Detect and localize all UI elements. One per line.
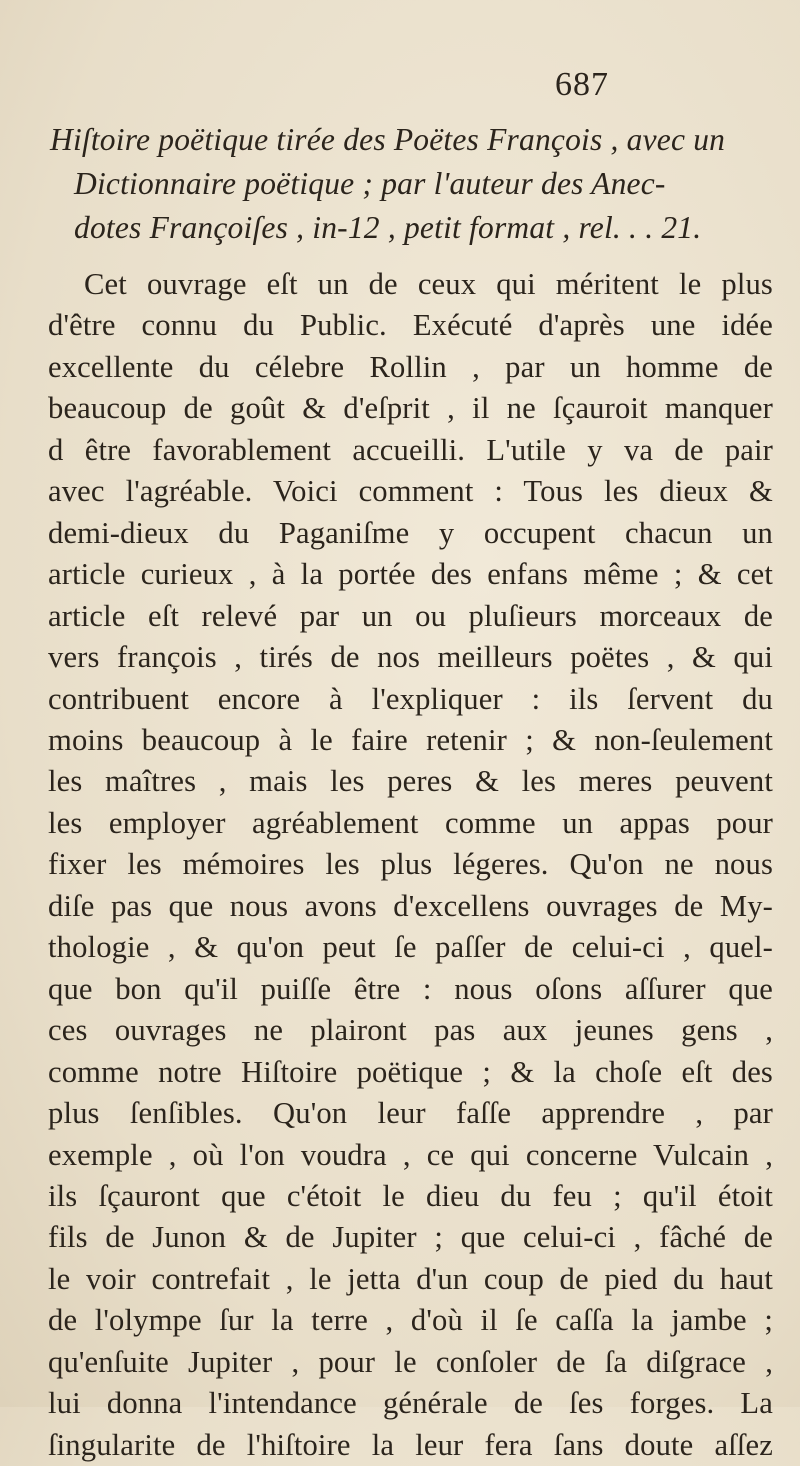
entry-line: Hiſtoire poëtique tirée des Poëtes François , avec un	[50, 122, 726, 157]
text-line: ſingularite de l'hiſtoire la leur fera ſans doute aſſez	[48, 1427, 773, 1462]
text-line: qu'enſuite Jupiter , pour le conſoler de ſa diſgrace ,	[48, 1344, 773, 1379]
text-line: diſe pas que nous avons d'excellens ouvrages de My-	[48, 888, 773, 923]
text-line: excellente du célebre Rollin , par un homme de	[48, 349, 773, 384]
text-line: moins beaucoup à le faire retenir ; & non-ſeulement	[48, 722, 773, 757]
text-line: comme notre Hiſtoire poëtique ; & la choſe eſt des	[48, 1054, 773, 1089]
text-line: article curieux , à la portée des enfans même ; & cet	[48, 557, 773, 592]
text-line: avec l'agréable. Voici comment : Tous les dieux &	[48, 474, 773, 509]
text-line: d être favorablement accueilli. L'utile y va de pair	[48, 432, 773, 467]
text-line: ces ouvrages ne plairont pas aux jeunes gens ,	[48, 1013, 773, 1048]
text-line: le voir contrefait , le jetta d'un coup de pied du haut	[48, 1261, 773, 1296]
text-line: thologie , & qu'on peut ſe paſſer de celui-ci , quel-	[48, 930, 773, 965]
text-line: demi-dieux du Paganiſme y occupent chacun un	[48, 515, 773, 550]
text-line: d'être connu du Public. Exécuté d'après une idée	[48, 308, 773, 343]
text-line: fixer les mémoires les plus légeres. Qu'on ne nous	[48, 847, 773, 882]
entry-line: Dictionnaire poëtique ; par l'auteur des Anec-	[74, 166, 666, 201]
text-line: les maîtres , mais les peres & les meres peuvent	[48, 764, 773, 799]
text-line: Cet ouvrage eſt un de ceux qui méritent le plus	[84, 267, 773, 301]
entry-description	[48, 264, 773, 1466]
text-line: de l'olympe ſur la terre , d'où il ſe caſſa la jambe ;	[48, 1303, 773, 1338]
text-line: plus ſenſibles. Qu'on leur faſſe apprendre , par	[48, 1096, 773, 1131]
text-line: les employer agréablement comme un appas pour	[48, 805, 773, 840]
text-line: contribuent encore à l'expliquer : ils ſervent du	[48, 681, 773, 716]
text-line: ils ſçauront que c'étoit le dieu du feu ; qu'il étoit	[48, 1178, 773, 1213]
catalogue-entry	[50, 118, 770, 250]
page-number: 687	[555, 66, 609, 103]
text-line: exemple , où l'on voudra , ce qui concerne Vulcain ,	[48, 1137, 773, 1172]
entry-line: dotes Françoiſes , in-12 , petit format , rel. . . 21.	[74, 210, 702, 245]
text-line: lui donna l'intendance générale de ſes forges. La	[48, 1386, 773, 1421]
text-line: article eſt relevé par un ou pluſieurs morceaux de	[48, 598, 773, 633]
text-line: vers françois , tirés de nos meilleurs poëtes , & qui	[48, 640, 773, 675]
text-line: fils de Junon & de Jupiter ; que celui-ci , fâché de	[48, 1220, 773, 1255]
text-line: beaucoup de goût & d'eſprit , il ne ſçauroit manquer	[48, 391, 773, 426]
text-line: que bon qu'il puiſſe être : nous oſons aſſurer que	[48, 971, 773, 1006]
